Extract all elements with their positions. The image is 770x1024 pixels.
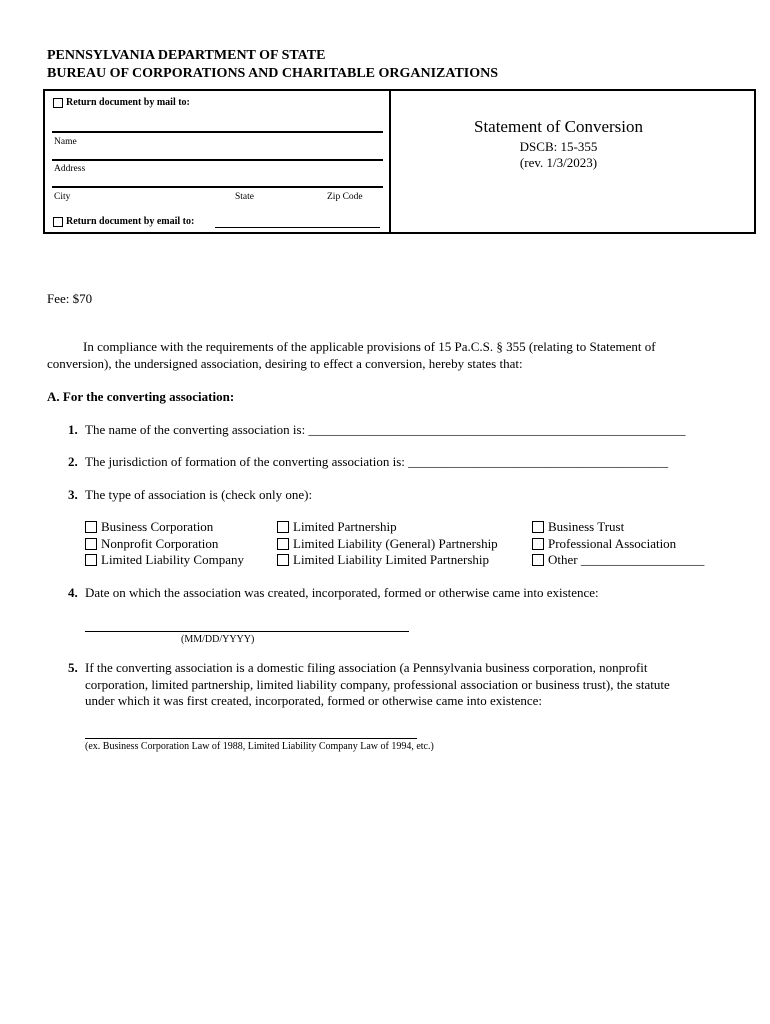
return-by-mail-option[interactable] [53, 97, 190, 108]
date-field[interactable] [85, 631, 409, 632]
name-field[interactable] [52, 131, 383, 133]
fee-amount: Fee: $70 [47, 291, 93, 306]
mail-checkbox[interactable] [53, 98, 63, 108]
statute-example-hint: (ex. Business Corporation Law of 1988, Limited Liability Company Law of 1994, etc.) [85, 741, 434, 752]
name-label: Name [54, 137, 77, 147]
city-label: City [54, 192, 71, 202]
return-by-email-option[interactable] [53, 216, 194, 227]
form-revision: (rev. 1/3/2023) [519, 155, 598, 170]
checkbox[interactable] [277, 538, 289, 550]
zip-label: Zip Code [327, 192, 363, 202]
option-other[interactable]: Other ___________________ [532, 552, 704, 568]
q3-number: 3. [68, 487, 78, 502]
q2-number: 2. [68, 454, 78, 469]
mail-label: Return document by mail to: [66, 97, 190, 108]
checkbox[interactable] [277, 554, 289, 566]
option-limited-partnership[interactable]: Limited Partnership [277, 519, 397, 535]
q5-line-2: corporation, limited partnership, limited liability company, professional association or business trust), the statute [85, 677, 670, 692]
option-llp-limited[interactable]: Limited Liability Limited Partnership [277, 552, 489, 568]
email-checkbox[interactable] [53, 217, 63, 227]
q5-line-3: under which it was first created, incorporated, formed or otherwise came into existence: [85, 693, 542, 708]
email-field[interactable] [215, 227, 380, 228]
department-title: PENNSYLVANIA DEPARTMENT OF STATE [47, 48, 326, 63]
email-label: Return document by email to: [66, 216, 195, 227]
q4-number: 4. [68, 585, 78, 600]
city-state-zip-field[interactable] [52, 186, 383, 188]
checkbox[interactable] [85, 554, 97, 566]
option-business-corporation[interactable]: Business Corporation [85, 519, 213, 535]
option-limited-liability-company[interactable]: Limited Liability Company [85, 552, 244, 568]
address-label: Address [54, 164, 86, 174]
date-format-hint: (MM/DD/YYYY) [181, 634, 255, 645]
option-professional-association[interactable]: Professional Association [532, 536, 676, 552]
checkbox[interactable] [277, 521, 289, 533]
q1-converting-name[interactable]: The name of the converting association is: __________________________________________________________ [85, 422, 686, 437]
q3-association-type: The type of association is (check only one): [85, 487, 313, 502]
statute-field[interactable] [85, 738, 417, 739]
address-field[interactable] [52, 159, 383, 161]
checkbox[interactable] [532, 538, 544, 550]
checkbox[interactable] [532, 521, 544, 533]
q5-line-1: If the converting association is a domestic filing association (a Pennsylvania business corporation, nonprofit [85, 660, 648, 675]
option-nonprofit-corporation[interactable]: Nonprofit Corporation [85, 536, 218, 552]
q4-date-question: Date on which the association was created, incorporated, formed or otherwise came into existence: [85, 585, 599, 600]
intro-line-2: conversion), the undersigned association, desiring to effect a conversion, hereby states that: [47, 356, 523, 371]
option-llp-general[interactable]: Limited Liability (General) Partnership [277, 536, 498, 552]
bureau-title: BUREAU OF CORPORATIONS AND CHARITABLE ORGANIZATIONS [47, 66, 499, 81]
state-label: State [235, 192, 254, 202]
q1-number: 1. [68, 422, 78, 437]
option-business-trust[interactable]: Business Trust [532, 519, 624, 535]
q2-jurisdiction[interactable]: The jurisdiction of formation of the converting association is: ________________________________________ [85, 454, 669, 469]
checkbox[interactable] [85, 521, 97, 533]
intro-line-1: In compliance with the requirements of the applicable provisions of 15 Pa.C.S. § 355 (relating to Statement of [83, 339, 656, 354]
section-a-heading: A. For the converting association: [47, 389, 235, 404]
checkbox[interactable] [85, 538, 97, 550]
form-code: DSCB: 15-355 [519, 139, 598, 154]
checkbox[interactable] [532, 554, 544, 566]
form-title: Statement of Conversion [473, 117, 644, 136]
q5-number: 5. [68, 660, 78, 675]
